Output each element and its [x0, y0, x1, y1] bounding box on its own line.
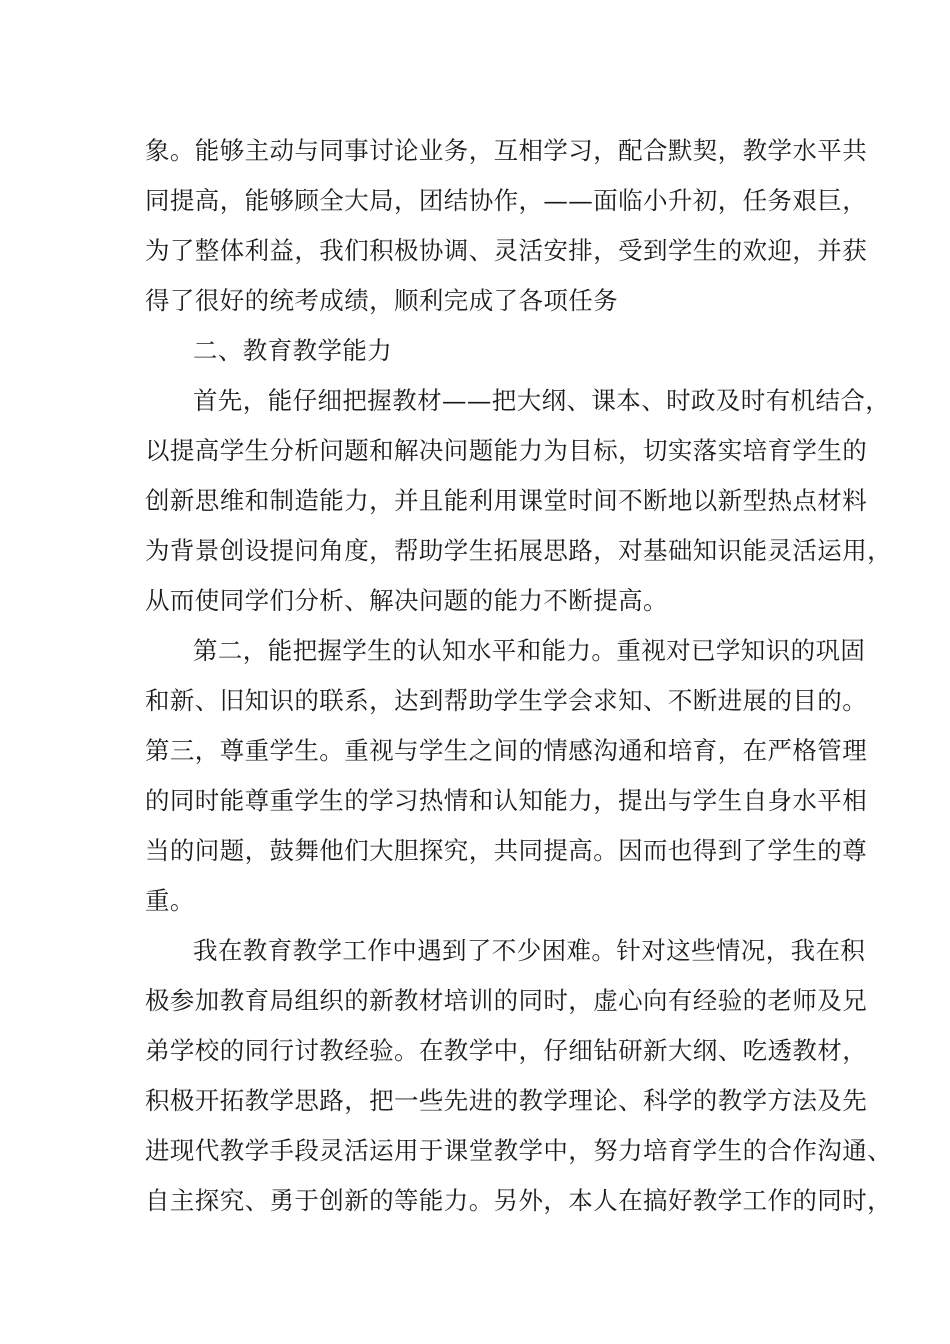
text-line: 同提高，能够顾全大局，团结协作，——面临小升初，任务艰巨， — [145, 186, 868, 215]
text-line: 我在教育教学工作中遇到了不少困难。针对这些情况，我在积 — [193, 936, 866, 965]
text-line: 创新思维和制造能力，并且能利用课堂时间不断地以新型热点材料 — [145, 486, 868, 515]
text-line: 以提高学生分析问题和解决问题能力为目标，切实落实培育学生的 — [145, 436, 868, 465]
text-line: 的同时能尊重学生的学习热情和认知能力，提出与学生自身水平相 — [145, 786, 868, 815]
text-line: 第二，能把握学生的认知水平和能力。重视对已学知识的巩固 — [193, 636, 866, 665]
text-line: 从而使同学们分析、解决问题的能力不断提高。 — [145, 586, 668, 615]
text-line: 为背景创设提问角度，帮助学生拓展思路，对基础知识能灵活运用， — [145, 536, 892, 565]
text-line: 极参加教育局组织的新教材培训的同时，虚心向有经验的老师及兄 — [145, 986, 868, 1015]
text-line: 和新、旧知识的联系，达到帮助学生学会求知、不断进展的目的。 — [145, 686, 868, 715]
text-line: 象。能够主动与同事讨论业务，互相学习，配合默契，教学水平共 — [145, 136, 868, 165]
text-line: 第三，尊重学生。重视与学生之间的情感沟通和培育，在严格管理 — [145, 736, 868, 765]
text-line: 首先，能仔细把握教材——把大纲、课本、时政及时有机结合， — [193, 386, 891, 415]
text-line: 重。 — [145, 886, 195, 915]
text-line: 当的问题，鼓舞他们大胆探究，共同提高。因而也得到了学生的尊 — [145, 836, 868, 865]
section-heading: 二、教育教学能力 — [193, 336, 393, 365]
text-line: 为了整体利益，我们积极协调、灵活安排，受到学生的欢迎，并获 — [145, 236, 868, 265]
text-line: 自主探究、勇于创新的等能力。另外，本人在搞好教学工作的同时， — [145, 1186, 892, 1215]
text-line: 弟学校的同行讨教经验。在教学中，仔细钻研新大纲、吃透教材， — [145, 1036, 868, 1065]
text-line: 积极开拓教学思路，把一些先进的教学理论、科学的教学方法及先 — [145, 1086, 868, 1115]
text-line: 得了很好的统考成绩，顺利完成了各项任务 — [145, 286, 619, 315]
text-line: 进现代教学手段灵活运用于课堂教学中，努力培育学生的合作沟通、 — [145, 1136, 892, 1165]
